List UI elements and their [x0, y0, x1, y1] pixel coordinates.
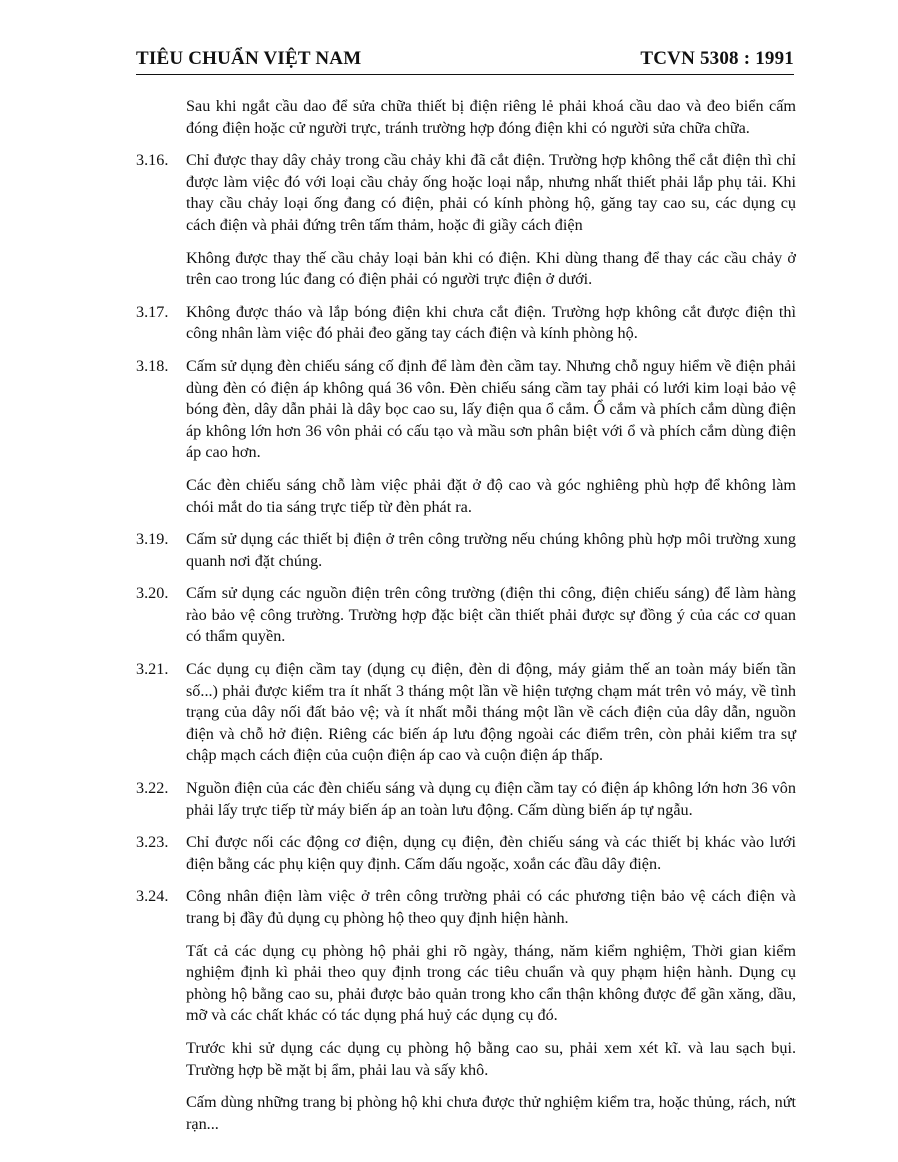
clause-number: 3.20. [136, 584, 169, 603]
clause-body [186, 150, 796, 291]
clause-paragraph: Các đèn chiếu sáng chỗ làm việc phải đặt ở độ cao và góc nghiêng phù hợp để không làm chói mắt do tia sáng trực tiếp từ đèn phát ra. [186, 475, 796, 516]
clause-3-20 [136, 583, 796, 648]
header-rule [136, 74, 794, 75]
clause-3-22 [136, 778, 796, 821]
clause-paragraph: Cấm sử dụng các nguồn điện trên công trường (điện thi công, điện chiếu sáng) để làm hàng rào bảo vệ công trường. Trường hợp đặc biệt cần thiết phải được sự đồng ý của các cơ quan có thẩm quyền. [186, 584, 796, 646]
header-standard-title: TIÊU CHUẨN VIỆT NAM [136, 48, 362, 69]
clause-body [186, 832, 796, 875]
clause-body [186, 356, 796, 518]
clause-paragraph: Trước khi sử dụng các dụng cụ phòng hộ bằng cao su, phải xem xét kĩ. và lau sạch bụi. Trường hợp bề mặt bị ẩm, phải lau và sấy khô. [186, 1038, 796, 1079]
clause-paragraph: Nguồn điện của các đèn chiếu sáng và dụng cụ điện cầm tay có điện áp không lớn hơn 36 vôn phải lấy trực tiếp từ máy biến áp an toàn lưu động. Cấm dùng biến áp tự ngẫu. [186, 779, 796, 819]
clause-paragraph: Tất cả các dụng cụ phòng hộ phải ghi rõ ngày, tháng, năm kiểm nghiệm, Thời gian kiểm nghiệm định kì phải theo quy định trong các tiêu chuẩn và quy phạm hiện hành. Dụng cụ phòng hộ bằng cao su, phải được bảo quản trong kho cẩn thận không được để gần xăng, dầu, mỡ và các chất khác có tác dụng phá huỷ các dụng cụ đó. [186, 941, 796, 1025]
clause-3-17 [136, 302, 796, 345]
clause-3-16 [136, 150, 796, 291]
document-body [136, 96, 796, 1146]
clause-number: 3.21. [136, 660, 169, 679]
clause-body [186, 583, 796, 648]
clause-number: 3.23. [136, 833, 169, 852]
clause-paragraph: Chỉ được thay dây chảy trong cầu chảy khi đã cắt điện. Trường hợp không thể cắt điện thì chỉ được làm việc đó với loại cầu chảy ống hoặc loại nắp, nhưng nhất thiết phải lắp phụ tải. Khi thay cầu chảy loại ống đang có điện, phải có kính phòng hộ, găng tay cao su, các dụng cụ cách điện và phải đứng trên tấm thảm, hoặc đi giầy cách điện [186, 151, 796, 234]
clause-3-18 [136, 356, 796, 518]
clause-number: 3.17. [136, 302, 169, 321]
clause-paragraph: Cấm sử dụng các thiết bị điện ở trên công trường nếu chúng không phù hợp môi trường xung quanh nơi đặt chúng. [186, 530, 796, 570]
clause-number: 3.22. [136, 779, 169, 798]
header-standard-code: TCVN 5308 : 1991 [640, 48, 794, 69]
clause-body [186, 302, 796, 345]
intro-paragraph: Sau khi ngắt cầu dao để sửa chữa thiết bị điện riêng lẻ phải khoá cầu dao và đeo biển cấm đóng điện hoặc cử người trực, tránh trường hợp đóng điện khi có người sửa chữa chữa. [186, 97, 796, 137]
clause-number: 3.19. [136, 530, 169, 549]
clause-body [186, 529, 796, 572]
clause-3-23 [136, 832, 796, 875]
clause-paragraph: Không được tháo và lắp bóng điện khi chưa cắt điện. Trường hợp không cắt được điện thì công nhân làm việc đó phải đeo găng tay cách điện và kính phòng hộ. [186, 302, 796, 343]
clause-3-19 [136, 529, 796, 572]
clause-number: 3.24. [136, 887, 169, 906]
clause-body [186, 778, 796, 821]
clause-paragraph: Chỉ được nối các động cơ điện, dụng cụ điện, đèn chiếu sáng và các thiết bị khác vào lưới điện bằng các phụ kiện quy định. Cấm dấu ngoặc, xoắn các đầu dây điện. [186, 833, 796, 873]
clause-paragraph: Không được thay thế cầu chảy loại bản khi có điện. Khi dùng thang để thay các cầu chảy ở trên cao trong lúc đang có điện phải có người trực điện ở dưới. [186, 248, 796, 289]
clause-paragraph: Cấm sử dụng đèn chiếu sáng cố định để làm đèn cầm tay. Nhưng chỗ nguy hiểm về điện phải dùng đèn có điện áp không quá 36 vôn. Đèn chiếu sáng cầm tay phải có lưới kim loại bảo vệ bóng đèn, dây dẫn phải là dây bọc cao su, lấy điện qua ổ cắm. Ổ cắm và phích cắm dùng điện áp không lớn hơn 36 vôn phải có cấu tạo và mầu sơn phân biệt với ổ và phích cắm dùng điện áp cao hơn. [186, 356, 796, 462]
clause-number: 3.16. [136, 151, 169, 170]
clause-3-21 [136, 659, 796, 767]
page-header [136, 48, 794, 70]
clause-body [186, 886, 796, 1135]
clause-paragraph: Các dụng cụ điện cầm tay (dụng cụ điện, đèn di động, máy giảm thế an toàn máy biến tần số...) phải được kiểm tra ít nhất 3 tháng một lần về hiện tượng chạm mát trên vỏ máy, về tình trạng của dây nối đất bảo vệ; và ít nhất mỗi tháng một lần về cách điện của dây dẫn, nguồn điện và chỗ hở điện. Riêng các biến áp lưu động ngoài các điểm trên, còn phải kiểm tra sự chập mạch cách điện của cuộn điện áp cao và cuộn điện áp thấp. [186, 660, 796, 765]
clause-number: 3.18. [136, 356, 169, 375]
clause-paragraph: Công nhân điện làm việc ở trên công trường phải có các phương tiện bảo vệ cách điện và trang bị đầy đủ dụng cụ phòng hộ theo quy định hiện hành. [186, 887, 796, 927]
clause-3-24 [136, 886, 796, 1135]
clause-paragraph: Cấm dùng những trang bị phòng hộ khi chưa được thử nghiệm kiểm tra, hoặc thủng, rách, nứt rạn... [186, 1093, 796, 1133]
clause-body [186, 659, 796, 767]
